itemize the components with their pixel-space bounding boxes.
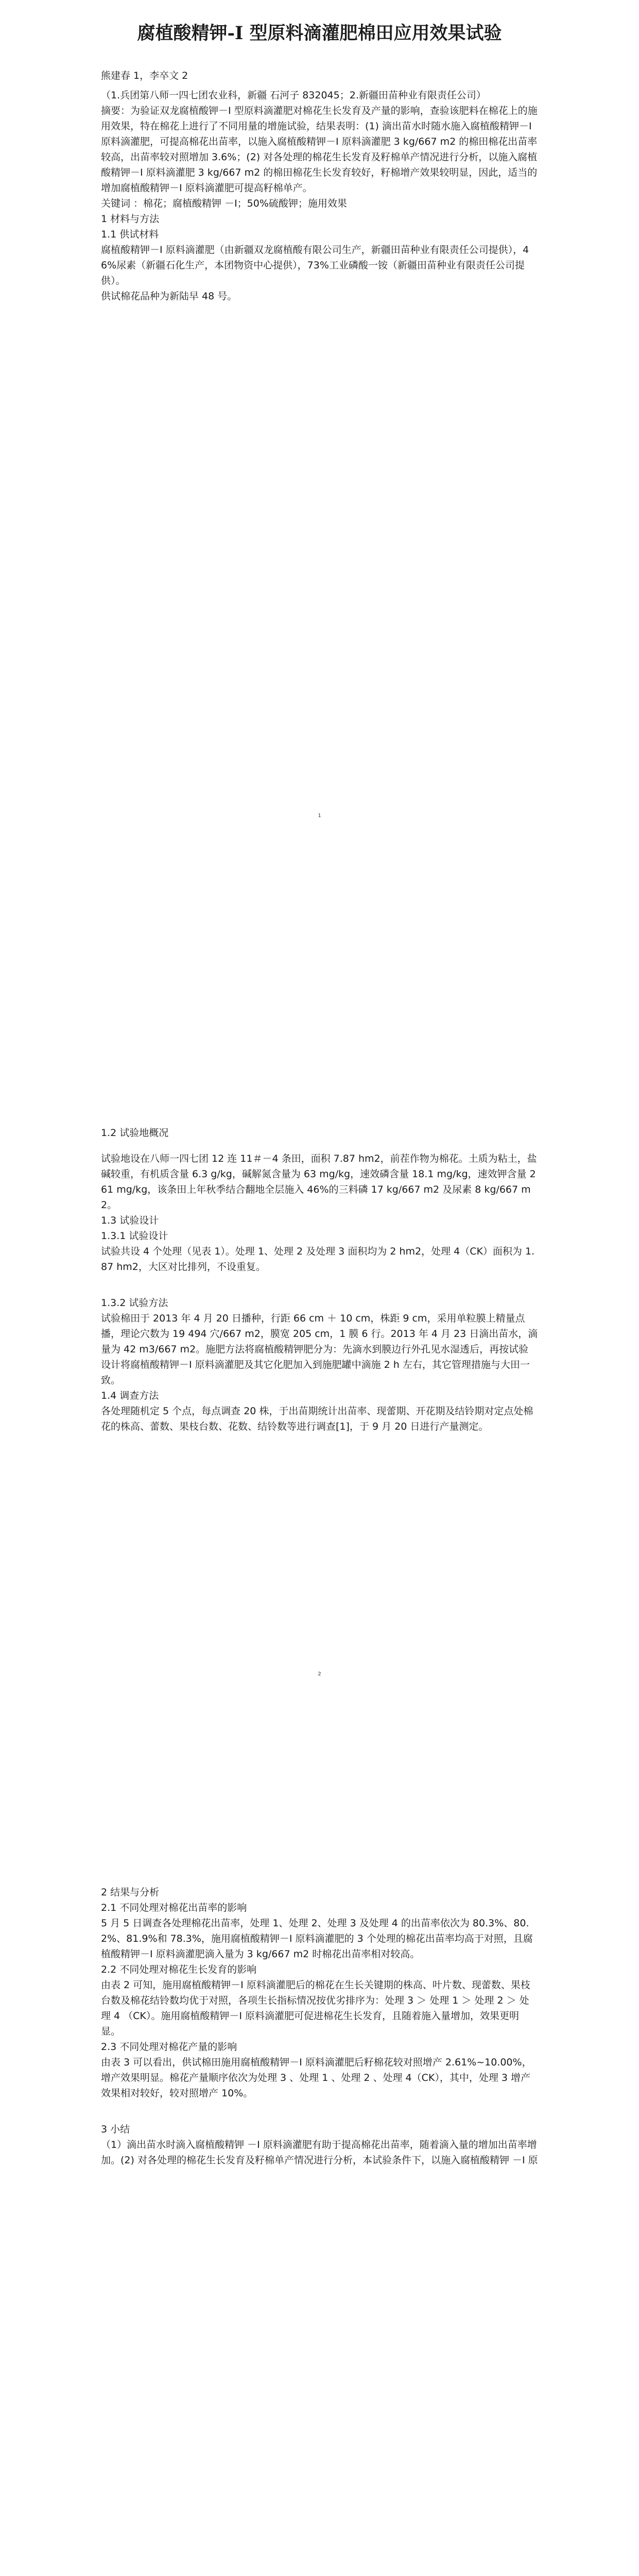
paragraph-yield: 由表 3 可以看出，供试棉田施用腐植酸精钾－I 原料滴灌肥后籽棉花较对照增产 2.61%~10.00%，增产效果明显。棉花产量顺序依次为处理 3 、处理 1 、处理 2 、处理 4（CK），其中，处理 3 增产效果相对较好，较对照增产 10%。 <box>101 2057 532 2099</box>
page-number: 2 <box>318 1671 321 1677</box>
page-2 <box>0 904 639 1807</box>
keywords: 关键词 ：棉花；腐植酸精钾 －I；50%硫酸钾；施用效果 <box>101 198 347 209</box>
paragraph-growth: 由表 2 可知，施用腐植酸精钾－I 原料滴灌肥后的棉花在生长关键期的株高、叶片数、现蕾数、果枝台数及棉花结铃数均优于对照，各项生长指标情况按优劣排序为：处理 3 ＞ 处理 1 ＞ 处理 2 ＞ 处理 4 （CK）。施用腐植酸精钾－I 原料滴灌肥可促进棉花生长发育，且随着施入量增加，效果更明显。 <box>101 1979 530 2037</box>
section-heading-1-3-1: 1.3.1 试验设计 <box>101 1230 168 1242</box>
paragraph-variety: 供试棉花品种为新陆早 48 号。 <box>101 291 237 302</box>
section-heading-1-1: 1.1 供试材料 <box>101 229 159 240</box>
page-3 <box>0 1807 639 2576</box>
section-heading-2-3: 2.3 不同处理对棉花产量的影响 <box>101 2041 237 2053</box>
authors: 熊建春 1，李卒文 2 <box>101 70 188 81</box>
paragraph-survey: 各处理随机定 5 个点，每点调查 20 株，于出苗期统计出苗率、现蕾期、开花期及结铃期对定点处棉花的株高、蕾数、果枝台数、花数、结铃数等进行调查[1]，于 9 月 20 日进行产量测定。 <box>101 1405 533 1432</box>
section-heading-3: 3 小结 <box>101 2124 130 2135</box>
section-heading-2-2: 2.2 不同处理对棉花生长发育的影响 <box>101 1964 257 1975</box>
section-heading-1-3-2: 1.3.2 试验方法 <box>101 1297 168 1309</box>
document-title: 腐植酸精钾-I 型原料滴灌肥棉田应用效果试验 <box>137 23 502 44</box>
section-heading-1-4: 1.4 调查方法 <box>101 1390 159 1401</box>
section-heading-2-1: 2.1 不同处理对棉花出苗率的影响 <box>101 1902 247 1913</box>
section-heading-1-2: 1.2 试验地概况 <box>101 1127 169 1139</box>
paragraph-summary-part1: （1）滴出苗水时滴入腐植酸精钾 －I 原料滴灌肥有助于提高棉花出苗率，随着滴入量的增加出苗率增加。(2) 对各处理的棉花生长发育及籽棉单产情况进行分析，本试验条件下，以施入腐植酸精钾 －I 原 <box>101 2139 538 2166</box>
paragraph-design: 试验共设 4 个处理（见表 1）。处理 1、处理 2 及处理 3 面积均为 2 hm2，处理 4（CK）面积为 1.87 hm2，大区对比排列，不设重复。 <box>101 1246 535 1273</box>
abstract: 摘要：为验证双龙腐植酸钾－I 型原料滴灌肥对棉花生长发育及产量的影响，查验该肥料在棉花上的施用效果，特在棉花上进行了不同用量的增施试验，结果表明：(1) 滴出苗水时随水施入腐植酸精钾－I 原料滴灌肥，可提高棉花出苗率，以施入腐植酸精钾－I 原料滴灌肥 3 kg/667 m2 的棉田棉花出苗率较高，出苗率较对照增加 3.6%；(2) 对各处理的棉花生长发育及籽棉单产情况进行分析，以施入腐植酸精钾－I 原料滴灌肥 3 kg/667 m2 的棉田棉花生长发育较好，籽棉增产效果较明显，因此，适当的增加腐植酸精钾－I 原料滴灌肥可提高籽棉单产。 <box>101 105 538 194</box>
section-heading-2: 2 结果与分析 <box>101 1887 160 1898</box>
section-heading-1: 1 材料与方法 <box>101 213 160 225</box>
page-number: 1 <box>318 813 321 819</box>
section-heading-1-3: 1.3 试验设计 <box>101 1215 159 1226</box>
paragraph-site: 试验地设在八师一四七团 12 连 11＃－4 条田，面积 7.87 hm2，前茬作物为棉花。土质为粘土，盐碱较重，有机质含量 6.3 g/kg，碱解氮含量为 63 mg/kg，速效磷含量 18.1 mg/kg，速效钾含量 261 mg/kg，该条田上年秋季结合翻地全层施入 46%的三料磷 17 kg/667 m2 及尿素 8 kg/667 m2。 <box>101 1153 537 1211</box>
page-1 <box>0 0 639 904</box>
paragraph-emergence: 5 月 5 日调查各处理棉花出苗率，处理 1、处理 2、处理 3 及处理 4 的出苗率依次为 80.3%、80.2%、81.9%和 78.3%，施用腐植酸精钾－I 原料滴灌肥的 3 个处理的棉花出苗率均高于对照，且腐植酸精钾－I 原料滴灌肥滴入量为 3 kg/667 m2 时棉花出苗率相对较高。 <box>101 1918 533 1960</box>
paragraph-materials: 腐植酸精钾－I 原料滴灌肥（由新疆双龙腐植酸有限公司生产，新疆田苗种业有限责任公司提供），46%尿素（新疆石化生产，本团物资中心提供），73%工业磷酸一铵（新疆田苗种业有限责任公司提供）。 <box>101 244 529 286</box>
paragraph-method: 试验棉田于 2013 年 4 月 20 日播种，行距 66 cm ＋ 10 cm，株距 9 cm，采用单粒膜上精量点播，理论穴数为 19 494 穴/667 m2，膜宽 205 cm，1 膜 6 行。2013 年 4 月 23 日滴出苗水，滴量为 42 m3/667 m2。施肥方法将腐植酸精钾肥分为：先滴水到膜边行外孔见水湿透后，再按试验设计将腐植酸精钾－I 原料滴灌肥及其它化肥加入到施肥罐中滴施 2 h 左右，其它管理措施与大田一致。 <box>101 1313 538 1386</box>
affiliation: （1.兵团第八师一四七团农业科，新疆 石河子 832045；2.新疆田苗种业有限责任公司） <box>101 90 486 101</box>
